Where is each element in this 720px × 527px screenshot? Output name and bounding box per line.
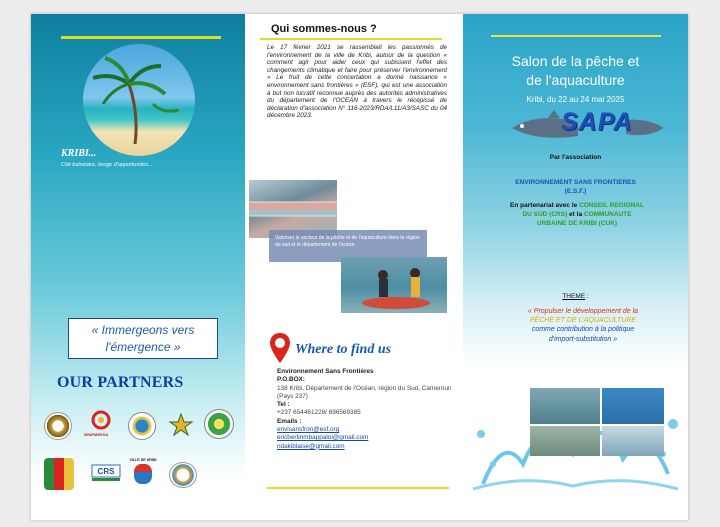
theme-part-4: d'import-substitution bbox=[548, 335, 612, 343]
theme-part-1: Propulser le développement de la bbox=[533, 308, 639, 315]
salon-title-line-2: de l'aquaculture bbox=[526, 72, 625, 88]
partner-logo-3 bbox=[128, 412, 156, 440]
partner-logo-minpmeesa bbox=[86, 408, 116, 438]
partner-logo-5 bbox=[204, 409, 234, 439]
salon-title bbox=[469, 52, 682, 90]
partner-logo-4 bbox=[168, 412, 194, 438]
map-marker-icon bbox=[269, 332, 291, 364]
partn-communaute: COMMUNAUTE bbox=[583, 211, 632, 218]
address: 138 Kribi, Département de l'Océan, région du Sud, Cameroun (Pays 237) bbox=[277, 384, 452, 400]
partner-logo-1 bbox=[44, 412, 72, 440]
theme-quote-open: « bbox=[527, 308, 532, 315]
partn-du-sud: DU SUD (CRS) bbox=[522, 211, 568, 218]
about-title: Qui sommes-nous ? bbox=[271, 23, 377, 35]
theme-label bbox=[463, 293, 688, 300]
email-link-1[interactable]: envisansfron@esf.org bbox=[277, 426, 340, 434]
slogan-line-1: « Immergeons vers bbox=[91, 323, 195, 337]
slogan-box bbox=[68, 318, 218, 359]
par-association: Par l'association bbox=[549, 154, 602, 161]
theme-part-3: comme contribution à la politique bbox=[531, 326, 635, 334]
partn-urbaine: URBAINE DE KRIBI (CUK) bbox=[536, 220, 618, 227]
slogan-line-2: l'émergence » bbox=[105, 340, 181, 354]
right-panel bbox=[463, 14, 688, 520]
pobox-label: P.O.BOX: bbox=[277, 376, 305, 384]
where-title: Where to find us bbox=[295, 342, 392, 357]
fishermen-image bbox=[341, 257, 447, 313]
middle-panel bbox=[245, 14, 463, 520]
partner-logo-crs bbox=[91, 462, 121, 484]
partn-et: et la bbox=[569, 211, 583, 218]
salon-title-line-1: Salon de la pêche et bbox=[511, 53, 640, 69]
event-dates: Kribi, du 22 au 24 mai 2025 bbox=[526, 95, 625, 104]
minpmeesa-label: MINPMEESA bbox=[84, 432, 109, 437]
partn-conseil: CONSEIL REGIONAL bbox=[579, 202, 644, 209]
email-link-3[interactable]: ndakiblaise@gmail.com bbox=[277, 442, 345, 450]
title-divider bbox=[260, 38, 442, 40]
esf-name bbox=[463, 179, 688, 196]
tel-number: +237 654461228/ 696569385 bbox=[277, 409, 361, 417]
collage-photo-4 bbox=[602, 426, 664, 456]
kribi-shield-icon bbox=[134, 464, 152, 484]
theme-text bbox=[483, 307, 683, 344]
kribi-subtitle: Cité balnéaire, berge d'opportunités... bbox=[61, 162, 153, 168]
brochure-sheet bbox=[31, 14, 688, 520]
kribi-title: KRIBI... bbox=[61, 148, 97, 159]
partn-prefix: En partenariat avec le bbox=[510, 202, 578, 209]
theme-part-2: PÊCHE ET DE L'AQUACULTURE bbox=[529, 317, 637, 325]
crs-icon bbox=[91, 462, 121, 484]
fishermen-photo bbox=[341, 257, 447, 313]
partnership-text bbox=[471, 201, 683, 228]
collage-photo-2 bbox=[602, 388, 664, 424]
star-emblem-icon bbox=[168, 412, 194, 438]
org-name: Environnement Sans Frontières bbox=[277, 368, 374, 375]
partners-title: OUR PARTNERS bbox=[57, 374, 184, 391]
theme-colon: : bbox=[585, 293, 589, 300]
about-text: Le 17 février 2021 se rassemblait les passionnés de l'environnement de la ville de Kribi, autour de la question « comment agir pour aider ceux qui subissent l'effet des changements climatique et faire pour préserver l'environnement » Le fruit de cette concertation a donné naissance « environnement sans frontières » (ESF), qui est une association à but non lucratif reconnue auprès des autorités administratives du département de l'OCEAN à travers le récépissé de déclaration d'association N° 116-2023/RDA/L11/A3/SASC du 04 décembre 2023. bbox=[267, 44, 447, 120]
theme-quote-close: » bbox=[613, 335, 618, 343]
ville-kribi-label: VILLE DE KRIBI bbox=[129, 458, 157, 462]
location-pin-icon bbox=[269, 332, 291, 369]
esf-name-line-1: ENVIRONNEMENT SANS FRONTIERES bbox=[515, 179, 636, 186]
left-panel bbox=[31, 14, 245, 520]
sapa-logo-text: SAPA bbox=[561, 108, 633, 136]
theme-label-text: THEME bbox=[562, 293, 586, 300]
beach-photo bbox=[83, 44, 195, 156]
palm-tree-illustration bbox=[83, 44, 195, 156]
contact-block bbox=[277, 368, 457, 451]
collage-photo-3 bbox=[530, 426, 600, 456]
esf-name-line-2: (E.S.F.) bbox=[564, 187, 587, 195]
photo-caption: Valoriser le secteur de la pêche et de l'aquaculture dans la région du sud et le département de l'océan. bbox=[269, 230, 427, 262]
email-link-2[interactable]: ericbertinmbappaloi@gmail.com bbox=[277, 434, 369, 442]
collage-photo-1 bbox=[530, 388, 600, 424]
partner-logo-8 bbox=[169, 462, 197, 488]
top-divider bbox=[491, 35, 661, 37]
partner-logo-ville-kribi bbox=[126, 458, 160, 488]
partner-logo-cameroon-coat bbox=[44, 458, 74, 490]
emails-label: Emails : bbox=[277, 417, 302, 425]
bottom-divider bbox=[267, 487, 449, 489]
tel-label: Tel : bbox=[277, 401, 290, 409]
svg-text:CRS: CRS bbox=[97, 467, 115, 476]
top-divider bbox=[61, 36, 221, 39]
